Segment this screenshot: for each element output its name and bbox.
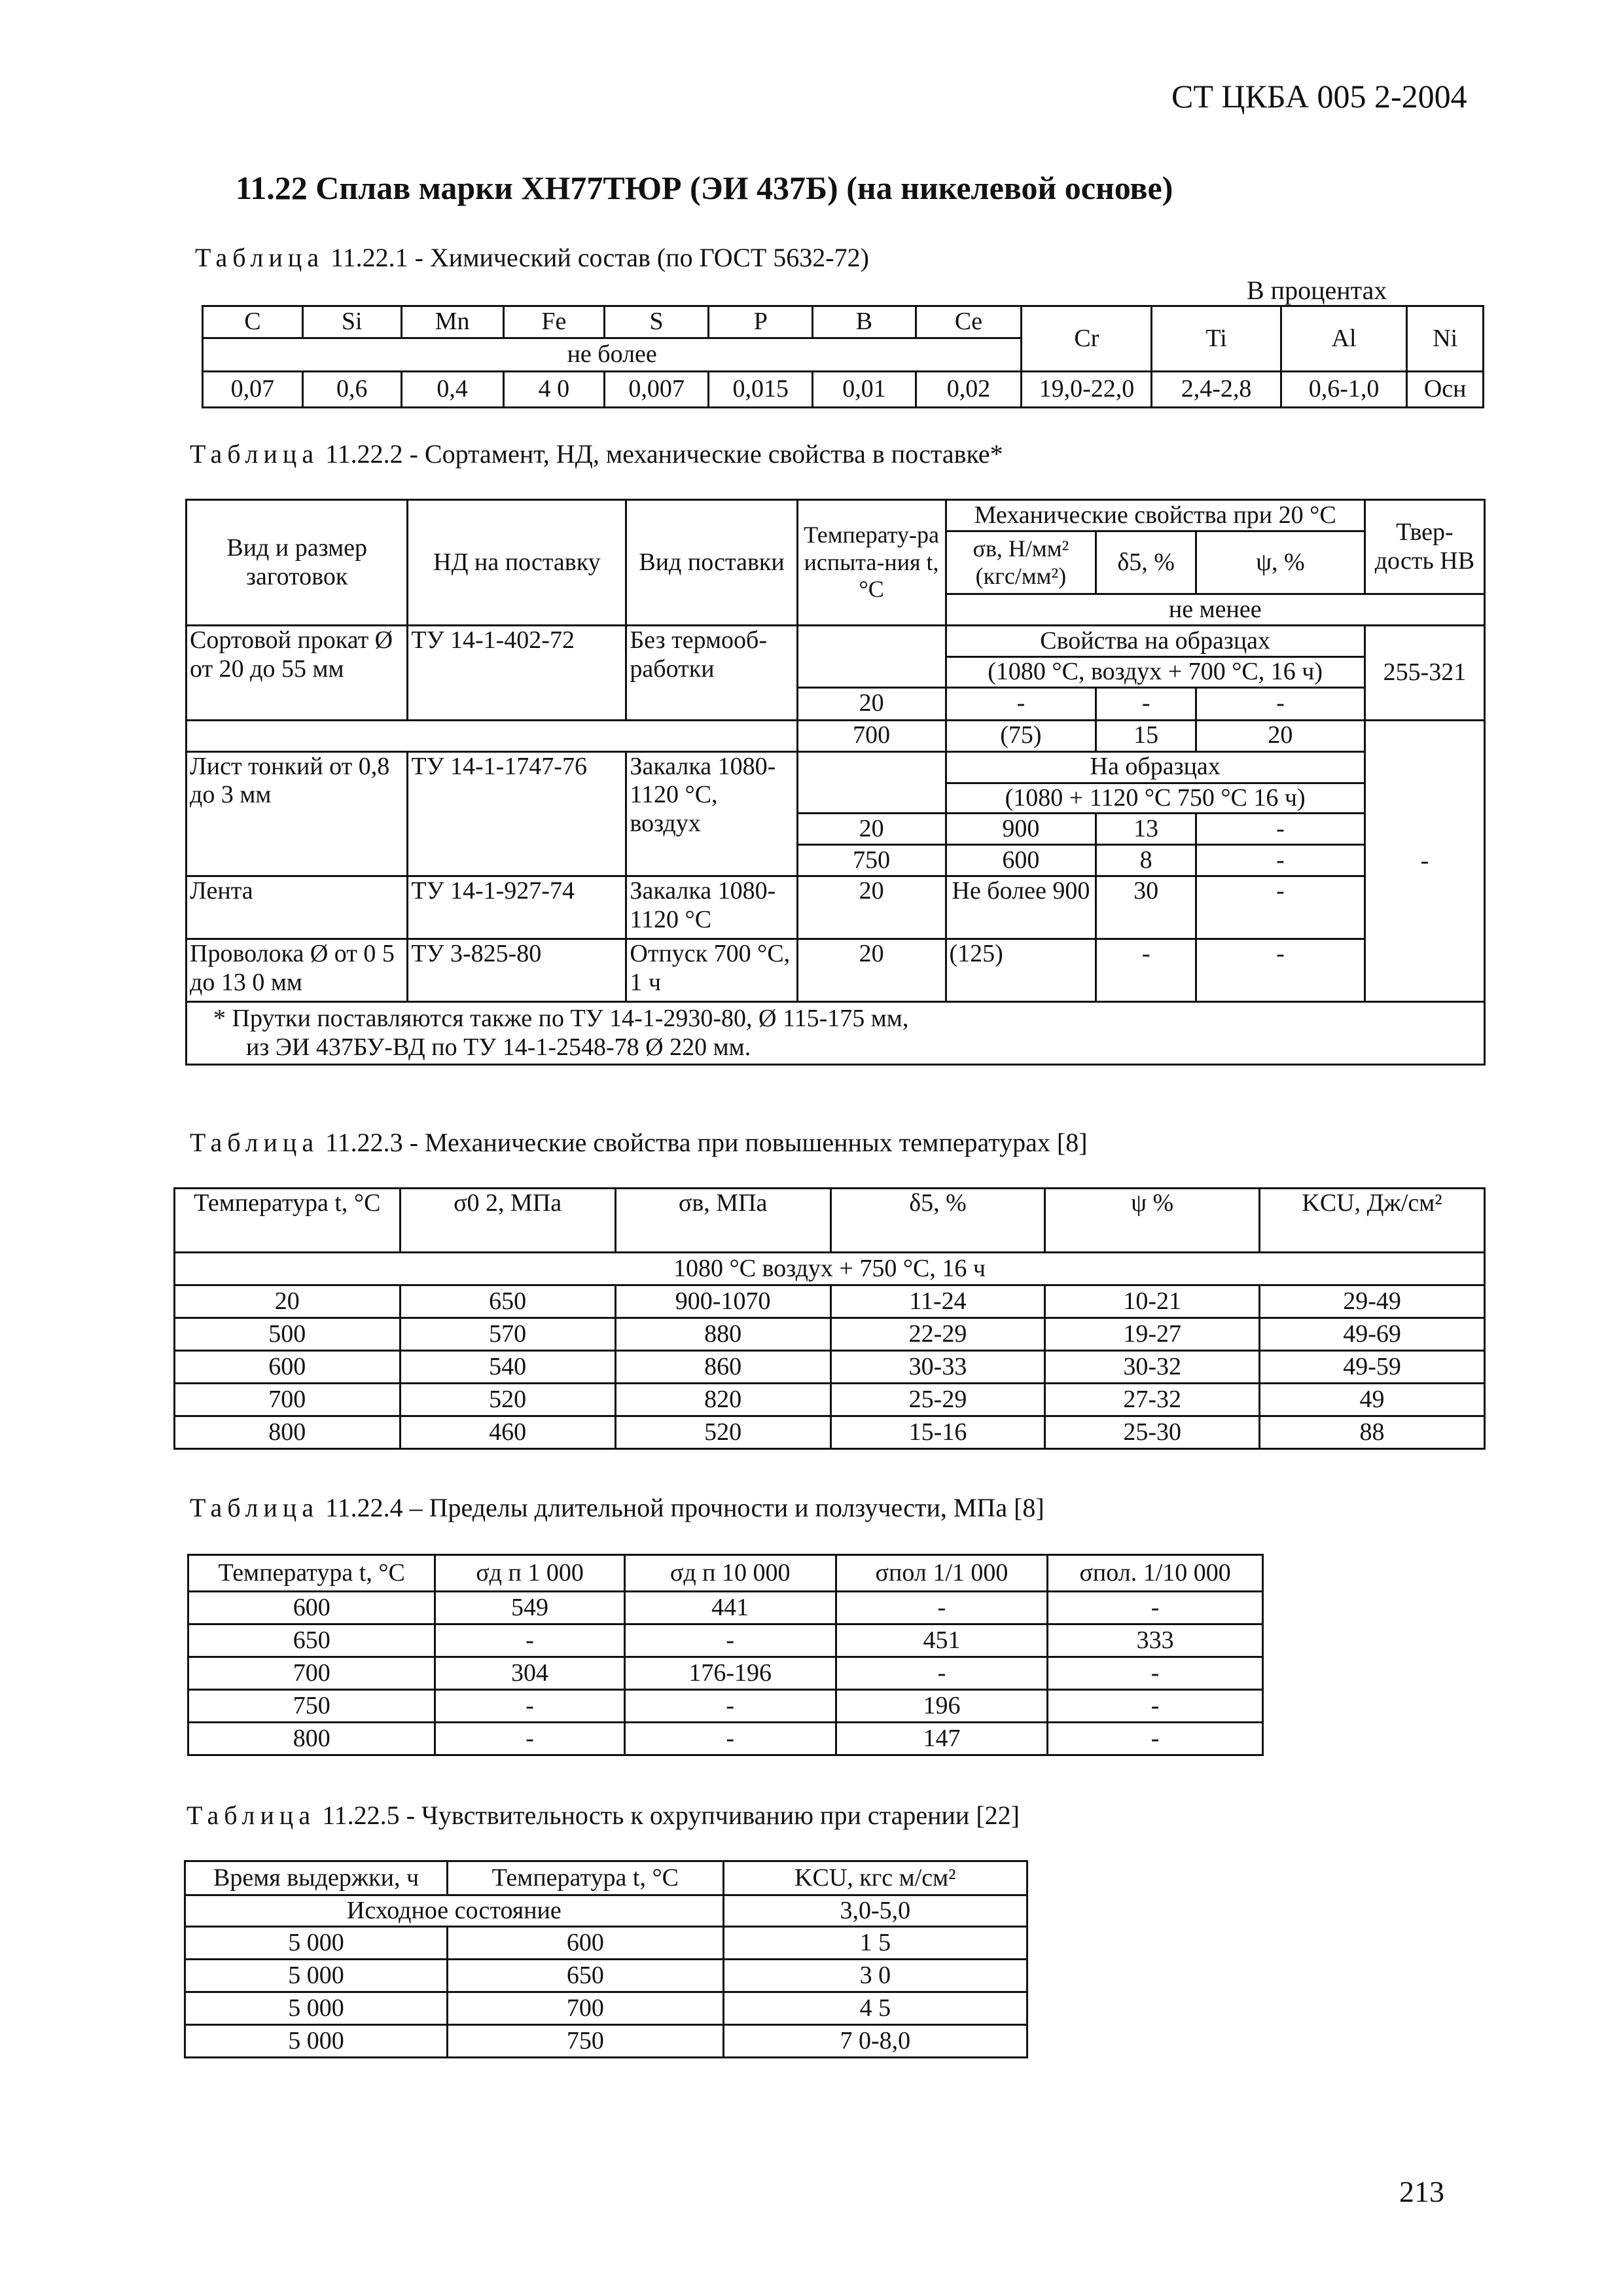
t4-cell: 650 (188, 1624, 435, 1657)
t3-cell: 49-69 (1260, 1318, 1485, 1351)
table-row (175, 1416, 1485, 1449)
t1-header-cell: S (605, 306, 709, 338)
t1-value-cell: 4 0 (503, 371, 604, 407)
page-number: 213 (1399, 2175, 1444, 2208)
t2-r2-temp2: 750 (797, 845, 946, 876)
t2-r4-temp: 20 (797, 939, 946, 1002)
t3-condition-row: 1080 °C воздух + 750 °C, 16 ч (175, 1253, 1485, 1285)
t2-footnote-line-2: из ЭИ 437БУ-ВД по ТУ 14-1-2548-78 Ø 220 мм. (246, 1033, 751, 1061)
t2-header-temp: Температу-ра испыта-ния t, °C (797, 500, 946, 626)
t5-cell: 4 5 (723, 1992, 1027, 2025)
t4-header-cell: σпол. 1/10 000 (1048, 1555, 1263, 1592)
t2-footnote-line-1: * Прутки поставляются также по ТУ 14-1-2930-80, Ø 115-175 мм, (213, 1005, 909, 1033)
t2-r4-psi: - (1196, 939, 1365, 1002)
t4-cell: - (624, 1624, 836, 1657)
t4-cell: - (1048, 1657, 1263, 1690)
table-4-label: Таблица (190, 1493, 319, 1522)
t3-cell: 29-49 (1260, 1285, 1485, 1318)
t3-cell: 49 (1260, 1384, 1485, 1416)
table-4-caption-text: 11.22.4 – Пределы длительной прочности и ползучести, МПа [8] (325, 1493, 1044, 1522)
t2-r3-kind: Лента (187, 876, 408, 939)
table-row (175, 1351, 1485, 1384)
table-assortment (185, 499, 1486, 1066)
t3-header-cell: σв, МПа (615, 1189, 830, 1253)
table-row (188, 1592, 1263, 1624)
t2-header-sigma: σв, Н/мм² (кгс/мм²) (946, 531, 1096, 594)
t2-r1-kind: Сортовой прокат Ø от 20 до 55 мм (187, 626, 408, 721)
table-row (185, 1960, 1027, 1992)
t2-r2-hardness: - (1364, 720, 1484, 1002)
t3-header-cell: KCU, Дж/см² (1260, 1189, 1485, 1253)
t2-r1-delta2: 15 (1096, 720, 1196, 751)
t4-cell: - (435, 1723, 624, 1755)
t3-cell: 22-29 (830, 1318, 1045, 1351)
t2-r1-spacer (187, 720, 798, 751)
t1-header-cell: C (203, 306, 303, 338)
t2-header-hardness: Твер-дость НВ (1364, 500, 1484, 594)
t1-value-cell: 2,4-2,8 (1152, 371, 1281, 407)
t2-r3-temp: 20 (797, 876, 946, 939)
table-3-label: Таблица (190, 1128, 319, 1157)
table-2-label: Таблица (190, 439, 319, 469)
t4-cell: 441 (624, 1592, 836, 1624)
t5-cell: 650 (448, 1960, 724, 1992)
t4-cell: - (435, 1624, 624, 1657)
t1-value-cell: 0,01 (813, 371, 916, 407)
t4-cell: - (1048, 1723, 1263, 1755)
t2-r2-psi1: - (1196, 814, 1365, 845)
t2-r3-delivery: Закалка 1080-1120 °C (626, 876, 797, 939)
t1-header-cell: Mn (401, 306, 503, 338)
t1-header-cell: B (813, 306, 916, 338)
t5-cell: 5 000 (185, 1927, 448, 1960)
t3-cell: 540 (400, 1351, 615, 1384)
t2-r2-sigma1: 900 (946, 814, 1096, 845)
t1-header-cell: Ce (916, 306, 1022, 338)
t2-r4-delivery: Отпуск 700 °C, 1 ч (626, 939, 797, 1002)
table-row (175, 1384, 1485, 1416)
t5-cell: 1 5 (723, 1927, 1027, 1960)
t3-cell: 860 (615, 1351, 830, 1384)
t3-cell: 500 (175, 1318, 401, 1351)
t2-r2-sigma2: 600 (946, 845, 1096, 876)
t2-r2-delivery: Закалка 1080-1120 °C, воздух (626, 751, 797, 876)
table-embrittlement (184, 1860, 1028, 2058)
table-row (185, 1927, 1027, 1960)
t4-cell: - (624, 1723, 836, 1755)
t2-header-kind: Вид и размер заготовок (187, 500, 408, 626)
t5-cell: 5 000 (185, 1960, 448, 1992)
t1-header-cell: Si (302, 306, 401, 338)
t3-cell: 20 (175, 1285, 401, 1318)
t3-cell: 15-16 (830, 1416, 1045, 1449)
t1-header-cell: Al (1281, 306, 1407, 372)
table-5-label: Таблица (187, 1801, 316, 1830)
t3-cell: 820 (615, 1384, 830, 1416)
t3-cell: 88 (1260, 1416, 1485, 1449)
t3-cell: 900-1070 (615, 1285, 830, 1318)
t4-cell: 700 (188, 1657, 435, 1690)
t3-cell: 10-21 (1045, 1285, 1260, 1318)
t2-r2-note2: (1080 + 1120 °C 750 °C 16 ч) (946, 783, 1364, 814)
t3-cell: 650 (400, 1285, 615, 1318)
t4-cell: 600 (188, 1592, 435, 1624)
t2-r1-nd: ТУ 14-1-402-72 (408, 626, 626, 721)
t3-header-cell: ψ % (1045, 1189, 1260, 1253)
t3-cell: 700 (175, 1384, 401, 1416)
table-high-temp-properties (173, 1187, 1486, 1450)
t2-r3-sigma: Не более 900 (946, 876, 1096, 939)
t2-r2-nd: ТУ 14-1-1747-76 (408, 751, 626, 876)
t4-cell: 304 (435, 1657, 624, 1690)
t4-cell: - (624, 1690, 836, 1723)
t3-cell: 11-24 (830, 1285, 1045, 1318)
t2-r2-delta2: 8 (1096, 845, 1196, 876)
t2-r3-delta: 30 (1096, 876, 1196, 939)
t4-cell: - (1048, 1592, 1263, 1624)
t1-value-cell: 0,6 (302, 371, 401, 407)
t5-header-cell: Время выдержки, ч (185, 1861, 448, 1895)
t3-header-cell: σ0 2, МПа (400, 1189, 615, 1253)
t3-cell: 49-59 (1260, 1351, 1485, 1384)
table-1-unit-note: В процентах (1247, 276, 1387, 305)
t2-header-delivery: Вид поставки (626, 500, 797, 626)
t2-r3-psi: - (1196, 876, 1365, 939)
t4-cell: 549 (435, 1592, 624, 1624)
t1-header-cell: Ti (1152, 306, 1281, 372)
t2-r1-note2: (1080 °C, воздух + 700 °C, 16 ч) (946, 657, 1364, 688)
t2-header-min: не менее (946, 594, 1484, 626)
t4-cell: 451 (836, 1624, 1048, 1657)
t4-header-cell: σд п 1 000 (435, 1555, 624, 1592)
t5-header-cell: Температура t, °C (448, 1861, 724, 1895)
t1-value-cell: 19,0-22,0 (1022, 371, 1152, 407)
t3-cell: 30-33 (830, 1351, 1045, 1384)
table-2-caption (190, 439, 1003, 469)
t2-r1-sigma2: (75) (946, 720, 1096, 751)
t3-cell: 30-32 (1045, 1351, 1260, 1384)
t1-value-cell: 0,07 (203, 371, 303, 407)
t1-subheader: не более (203, 338, 1022, 371)
t2-r4-kind: Проволока Ø от 0 5 до 13 0 мм (187, 939, 408, 1002)
section-title: 11.22 Сплав марки ХН77ТЮР (ЭИ 437Б) (на никелевой основе) (236, 170, 1173, 206)
t4-header-cell: σпол 1/1 000 (836, 1555, 1048, 1592)
t5-initial-value: 3,0-5,0 (723, 1895, 1027, 1927)
t2-r1-sigma1: - (946, 687, 1096, 720)
t3-cell: 27-32 (1045, 1384, 1260, 1416)
t1-value-cell: 0,02 (916, 371, 1022, 407)
table-row (185, 2025, 1027, 2058)
t2-r2-temp1: 20 (797, 814, 946, 845)
t5-cell: 7 0-8,0 (723, 2025, 1027, 2058)
t2-r1-hardness: 255-321 (1364, 626, 1484, 721)
t3-cell: 570 (400, 1318, 615, 1351)
t3-header-cell: Температура t, °C (175, 1189, 401, 1253)
t5-cell: 600 (448, 1927, 724, 1960)
t2-r2-kind: Лист тонкий от 0,8 до 3 мм (187, 751, 408, 876)
table-long-term-strength (187, 1554, 1264, 1756)
t4-cell: 800 (188, 1723, 435, 1755)
t2-footnote (187, 1002, 1485, 1065)
table-row (175, 1285, 1485, 1318)
t2-header-mech: Механические свойства при 20 °C (946, 500, 1364, 531)
t2-r4-nd: ТУ 3-825-80 (408, 939, 626, 1002)
t2-r4-delta: - (1096, 939, 1196, 1002)
t2-r2-delta1: 13 (1096, 814, 1196, 845)
table-4-caption (190, 1492, 1044, 1523)
t3-cell: 25-29 (830, 1384, 1045, 1416)
table-chemical-composition (202, 305, 1484, 408)
table-3-caption-text: 11.22.3 - Механические свойства при повышенных температурах [8] (325, 1128, 1088, 1157)
t5-header-cell: KCU, кгс м/см² (723, 1861, 1027, 1895)
t1-value-cell: 0,015 (709, 371, 813, 407)
t5-initial-label: Исходное состояние (185, 1895, 724, 1927)
t3-cell: 880 (615, 1318, 830, 1351)
t1-value-cell: 0,4 (401, 371, 503, 407)
t4-cell: - (435, 1690, 624, 1723)
t2-header-nd: НД на поставку (408, 500, 626, 626)
table-row (188, 1690, 1263, 1723)
table-row (185, 1992, 1027, 2025)
t2-header-delta: δ5, % (1096, 531, 1196, 594)
t3-header-cell: δ5, % (830, 1189, 1045, 1253)
t4-cell: 196 (836, 1690, 1048, 1723)
t1-header-cell: Ni (1407, 306, 1484, 372)
t4-header-cell: σд п 10 000 (624, 1555, 836, 1592)
t5-cell: 750 (448, 2025, 724, 2058)
t4-header-cell: Температура t, °C (188, 1555, 435, 1592)
table-5-caption (187, 1800, 1020, 1831)
t3-cell: 19-27 (1045, 1318, 1260, 1351)
t1-value-cell: 0,007 (605, 371, 709, 407)
t4-cell: 333 (1048, 1624, 1263, 1657)
t4-cell: - (1048, 1690, 1263, 1723)
t5-cell: 5 000 (185, 2025, 448, 2058)
table-5-caption-text: 11.22.5 - Чувствительность к охрупчиванию при старении [22] (322, 1801, 1020, 1830)
table-row (188, 1723, 1263, 1755)
t1-header-cell: Cr (1022, 306, 1152, 372)
table-row (188, 1657, 1263, 1690)
t5-cell: 3 0 (723, 1960, 1027, 1992)
table-row (188, 1624, 1263, 1657)
t2-r1-temp1: 20 (797, 687, 946, 720)
t2-r1-note1: Свойства на образцах (946, 626, 1364, 657)
t4-cell: - (836, 1592, 1048, 1624)
t2-header-psi: ψ, % (1196, 531, 1365, 594)
t3-cell: 520 (400, 1384, 615, 1416)
t2-r3-nd: ТУ 14-1-927-74 (408, 876, 626, 939)
t2-r2-temp-empty (797, 751, 946, 814)
t5-cell: 5 000 (185, 1992, 448, 2025)
t3-cell: 460 (400, 1416, 615, 1449)
t1-value-cell: 0,6-1,0 (1281, 371, 1407, 407)
t3-cell: 520 (615, 1416, 830, 1449)
t2-r1-delta1: - (1096, 687, 1196, 720)
table-1-caption-text: 11.22.1 - Химический состав (по ГОСТ 5632-72) (330, 243, 869, 272)
t2-r1-temp2: 700 (797, 720, 946, 751)
t1-header-cell: Fe (503, 306, 604, 338)
t3-cell: 25-30 (1045, 1416, 1260, 1449)
t1-header-cell: P (709, 306, 813, 338)
table-1-label: Таблица (195, 243, 325, 272)
t2-r4-sigma: (125) (946, 939, 1096, 1002)
t5-cell: 700 (448, 1992, 724, 2025)
t4-cell: 147 (836, 1723, 1048, 1755)
t3-cell: 800 (175, 1416, 401, 1449)
t4-cell: - (836, 1657, 1048, 1690)
t4-cell: 176-196 (624, 1657, 836, 1690)
t2-r1-temp-empty (797, 626, 946, 688)
t2-r1-delivery: Без термооб-работки (626, 626, 797, 721)
t2-r1-psi1: - (1196, 687, 1365, 720)
document-code: СТ ЦКБА 005 2-2004 (1171, 78, 1467, 115)
table-3-caption (190, 1127, 1088, 1158)
t2-r2-psi2: - (1196, 845, 1365, 876)
table-1-caption (195, 242, 869, 273)
table-2-caption-text: 11.22.2 - Сортамент, НД, механические свойства в поставке* (325, 439, 1003, 469)
t2-r2-note1: На образцах (946, 751, 1364, 783)
t1-value-cell: Осн (1407, 371, 1484, 407)
t2-r1-psi2: 20 (1196, 720, 1365, 751)
t4-cell: 750 (188, 1690, 435, 1723)
table-row (175, 1318, 1485, 1351)
t3-cell: 600 (175, 1351, 401, 1384)
